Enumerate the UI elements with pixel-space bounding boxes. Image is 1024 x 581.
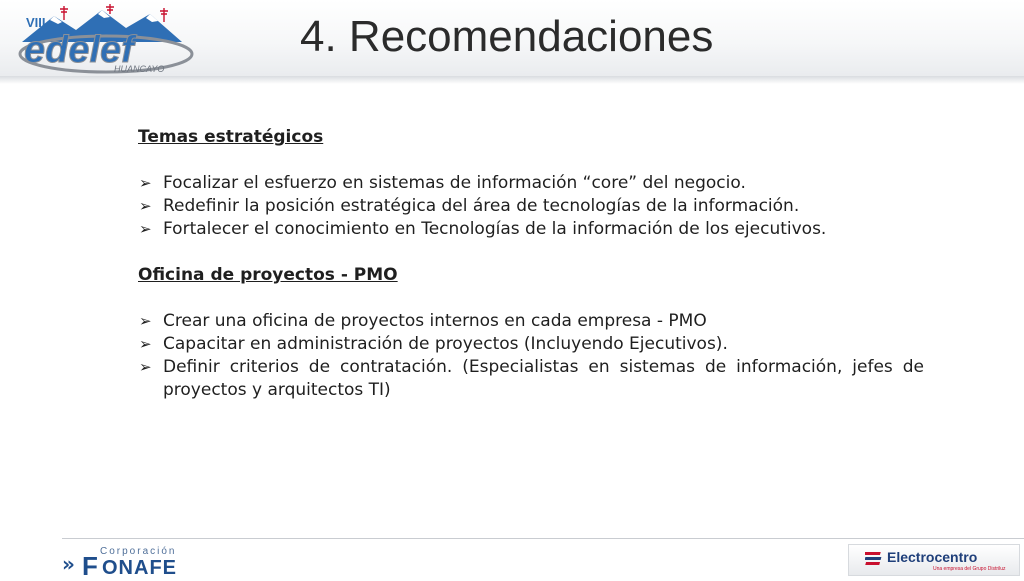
arrow-bullet-icon: ➢: [139, 197, 152, 215]
list-item-text: Definir criterios de contratación. (Especialistas en sistemas de información, jefes de proyectos y arquitectos TI): [163, 357, 924, 400]
list-item: [138, 356, 924, 402]
list-pmo: [138, 310, 924, 402]
page-title: 4. Recomendaciones: [300, 12, 714, 61]
logo-top-text: VIII: [26, 15, 46, 30]
list-item: [138, 218, 924, 241]
list-item: [138, 172, 924, 195]
fonafe-logo: [62, 544, 192, 581]
logo-main-text: edelef: [24, 29, 134, 71]
section-heading-pmo: Oficina de proyectos - PMO: [138, 265, 398, 285]
list-item-text: Capacitar en administración de proyectos (Incluyendo Ejecutivos).: [163, 334, 728, 354]
list-item: [138, 310, 924, 333]
electrocentro-logo: [848, 544, 1020, 576]
arrow-bullet-icon: ➢: [139, 335, 152, 353]
arrow-bullet-icon: ➢: [139, 174, 152, 192]
arrow-bullet-icon: ➢: [139, 312, 152, 330]
double-chevron-icon: »: [62, 552, 75, 576]
edelef-logo: [14, 2, 194, 80]
arrow-bullet-icon: ➢: [139, 220, 152, 238]
content-body: [138, 126, 924, 402]
electrocentro-name: Electrocentro: [887, 549, 978, 565]
flag-stripes-icon: [865, 551, 883, 567]
list-temas: [138, 172, 924, 241]
list-item: [138, 333, 924, 356]
list-item-text: Fortalecer el conocimiento en Tecnologías de la información de los ejecutivos.: [163, 219, 827, 239]
footer-divider: [62, 538, 1024, 539]
fonafe-name: ONAFE: [102, 557, 177, 579]
list-item-text: Crear una oficina de proyectos internos en cada empresa - PMO: [163, 311, 707, 331]
fonafe-small-text: Corporación: [100, 546, 177, 557]
logo-sub-text: HUANCAYO: [114, 64, 165, 74]
electrocentro-tagline: Una empresa del Grupo Distriluz: [933, 566, 1006, 572]
list-item-text: Redefinir la posición estratégica del área de tecnologías de la información.: [163, 196, 800, 216]
section-heading-temas: Temas estratégicos: [138, 127, 324, 147]
list-item: [138, 195, 924, 218]
arrow-bullet-icon: ➢: [139, 358, 152, 376]
list-item-text: Focalizar el esfuerzo en sistemas de información “core” del negocio.: [163, 173, 746, 193]
fonafe-initial: F: [82, 551, 98, 581]
